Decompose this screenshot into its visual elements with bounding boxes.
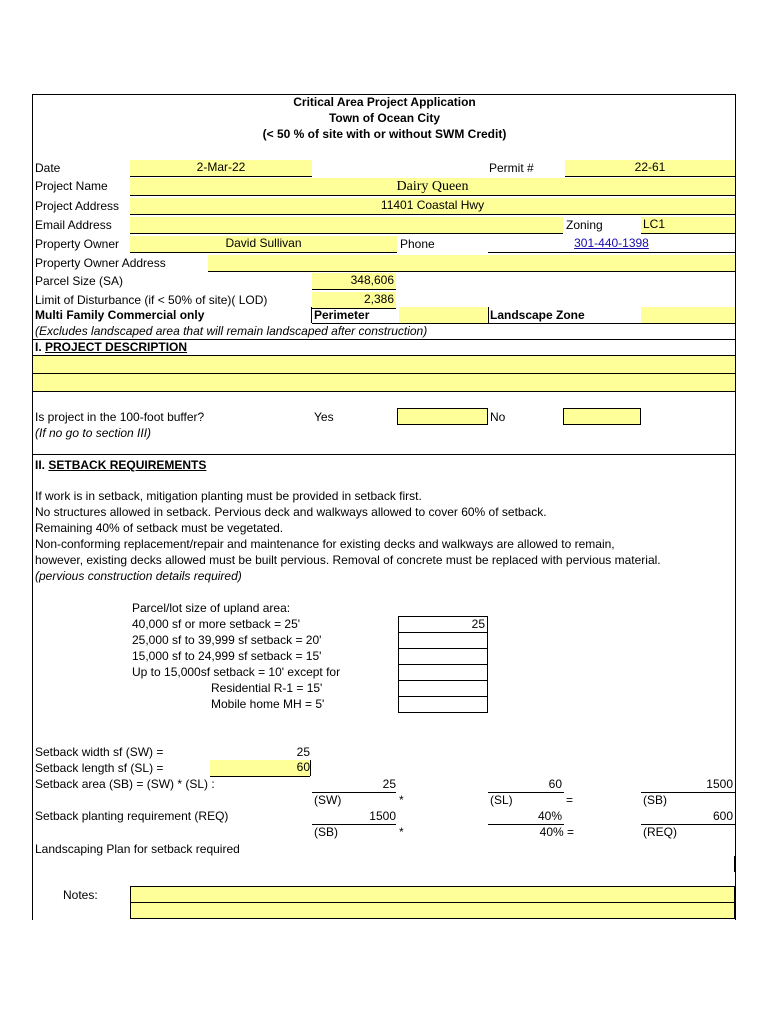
phone-field[interactable]: 301-440-1398 bbox=[574, 236, 649, 250]
sb-label: Setback area (SB) = (SW) * (SL) : bbox=[35, 777, 215, 791]
project-address-label: Project Address bbox=[35, 199, 120, 213]
date-label: Date bbox=[35, 161, 61, 175]
setback-cell-40000[interactable]: 25 bbox=[398, 616, 488, 633]
date-field[interactable]: 2-Mar-22 bbox=[130, 160, 312, 176]
email-label: Email Address bbox=[35, 218, 112, 232]
req-pct-eq: 40% = bbox=[539, 825, 574, 839]
permit-field[interactable]: 22-61 bbox=[565, 160, 735, 176]
excludes-note: (Excludes landscaped area that will remain landscaped after construction) bbox=[35, 324, 428, 338]
perimeter-field[interactable] bbox=[399, 307, 487, 323]
star-1: * bbox=[399, 793, 404, 807]
sw-value[interactable]: 25 bbox=[296, 745, 310, 759]
section1-heading: I. PROJECT DESCRIPTION bbox=[35, 340, 188, 354]
table-label-1: 40,000 sf or more setback = 25' bbox=[132, 617, 301, 631]
lod-field[interactable]: 2,386 bbox=[312, 292, 396, 308]
zoning-field[interactable]: LC1 bbox=[641, 217, 735, 233]
sb-sw-value: 25 bbox=[382, 777, 396, 791]
star-2: * bbox=[399, 825, 404, 839]
sl-field[interactable]: 60 bbox=[210, 760, 310, 776]
setback-cell-mh[interactable] bbox=[398, 696, 488, 713]
table-label-4: Up to 15,000sf setback = 10' except for bbox=[132, 665, 341, 679]
req-pct: 40% bbox=[537, 809, 562, 823]
town-name: Town of Ocean City bbox=[328, 111, 441, 125]
lod-label: Limit of Disturbance (if < 50% of site)( LOD) bbox=[35, 293, 268, 307]
equals-1: = bbox=[566, 793, 574, 807]
buffer-question: Is project in the 100-foot buffer? bbox=[35, 410, 205, 424]
phone-label: Phone bbox=[400, 237, 435, 251]
buffer-hint: (If no go to section III) bbox=[35, 426, 152, 440]
owner-address-field[interactable] bbox=[208, 255, 735, 271]
parcel-label: Parcel Size (SA) bbox=[35, 274, 124, 288]
setback-rule-2: No structures allowed in setback. Pervious deck and walkways allowed to cover 60% of setback. bbox=[35, 505, 547, 519]
setback-cell-15000[interactable] bbox=[398, 648, 488, 665]
notes-line-1[interactable] bbox=[130, 886, 735, 903]
setback-rule-5: however, existing decks allowed must be built pervious. Removal of concrete must be replaced with pervious material. bbox=[35, 553, 661, 567]
notes-line-2[interactable] bbox=[130, 902, 735, 919]
setback-cell-25000[interactable] bbox=[398, 632, 488, 649]
owner-label: Property Owner bbox=[35, 237, 120, 251]
setback-rule-1: If work is in setback, mitigation planting must be provided in setback first. bbox=[35, 489, 422, 503]
project-name-label: Project Name bbox=[35, 179, 108, 193]
sb-sl-value: 60 bbox=[548, 777, 562, 791]
yes-checkbox[interactable] bbox=[397, 408, 488, 425]
req-sb-value: 1500 bbox=[369, 809, 396, 823]
landscape-zone-field[interactable] bbox=[641, 307, 735, 323]
landscaping-label: Landscaping Plan for setback required bbox=[35, 842, 240, 856]
sb-tag-2: (SB) bbox=[314, 825, 338, 839]
table-label-5: Residential R-1 = 15' bbox=[211, 681, 323, 695]
form-subtitle: (< 50 % of site with or without SWM Credit) bbox=[262, 127, 507, 141]
sw-label: Setback width sf (SW) = bbox=[35, 745, 164, 759]
email-field[interactable] bbox=[130, 217, 563, 233]
perimeter-label: Perimeter bbox=[314, 308, 370, 322]
setback-rule-3: Remaining 40% of setback must be vegetated. bbox=[35, 521, 284, 535]
project-address-field[interactable]: 11401 Coastal Hwy bbox=[130, 198, 735, 214]
table-label-6: Mobile home MH = 5' bbox=[211, 697, 325, 711]
setback-rule-4: Non-conforming replacement/repair and maintenance for existing decks and walkways are allowed to remain, bbox=[35, 537, 615, 551]
sb-result: 1500 bbox=[706, 777, 733, 791]
setback-rule-italic: (pervious construction details required) bbox=[35, 569, 242, 583]
setback-cell-under-15000[interactable] bbox=[398, 664, 488, 681]
owner-address-label: Property Owner Address bbox=[35, 256, 166, 270]
landscape-zone-label: Landscape Zone bbox=[490, 308, 585, 322]
req-label: Setback planting requirement (REQ) bbox=[35, 809, 229, 823]
sb-tag: (SB) bbox=[643, 793, 667, 807]
sl-label: Setback length sf (SL) = bbox=[35, 761, 164, 775]
project-description-line-1[interactable] bbox=[33, 356, 735, 373]
project-description-line-2[interactable] bbox=[33, 374, 735, 391]
multi-family-label: Multi Family Commercial only bbox=[35, 308, 205, 322]
req-result: 600 bbox=[712, 809, 733, 823]
setback-cell-r1[interactable] bbox=[398, 680, 488, 697]
yes-label: Yes bbox=[314, 410, 334, 424]
notes-label: Notes: bbox=[63, 888, 98, 902]
project-name-field[interactable]: Dairy Queen bbox=[130, 178, 735, 195]
no-checkbox[interactable] bbox=[563, 408, 641, 425]
sl-tag: (SL) bbox=[490, 793, 513, 807]
owner-field[interactable]: David Sullivan bbox=[130, 236, 397, 252]
section2-heading: II. SETBACK REQUIREMENTS bbox=[35, 458, 207, 472]
table-label-3: 15,000 sf to 24,999 sf setback = 15' bbox=[132, 649, 322, 663]
sw-tag: (SW) bbox=[314, 793, 342, 807]
form-title: Critical Area Project Application bbox=[293, 95, 476, 109]
parcel-field[interactable]: 348,606 bbox=[312, 273, 396, 289]
table-label-0: Parcel/lot size of upland area: bbox=[132, 601, 291, 615]
table-label-2: 25,000 sf to 39,999 sf setback = 20' bbox=[132, 633, 322, 647]
zoning-label: Zoning bbox=[566, 218, 603, 232]
permit-label: Permit # bbox=[489, 161, 534, 175]
req-tag: (REQ) bbox=[643, 825, 677, 839]
no-label: No bbox=[490, 410, 506, 424]
